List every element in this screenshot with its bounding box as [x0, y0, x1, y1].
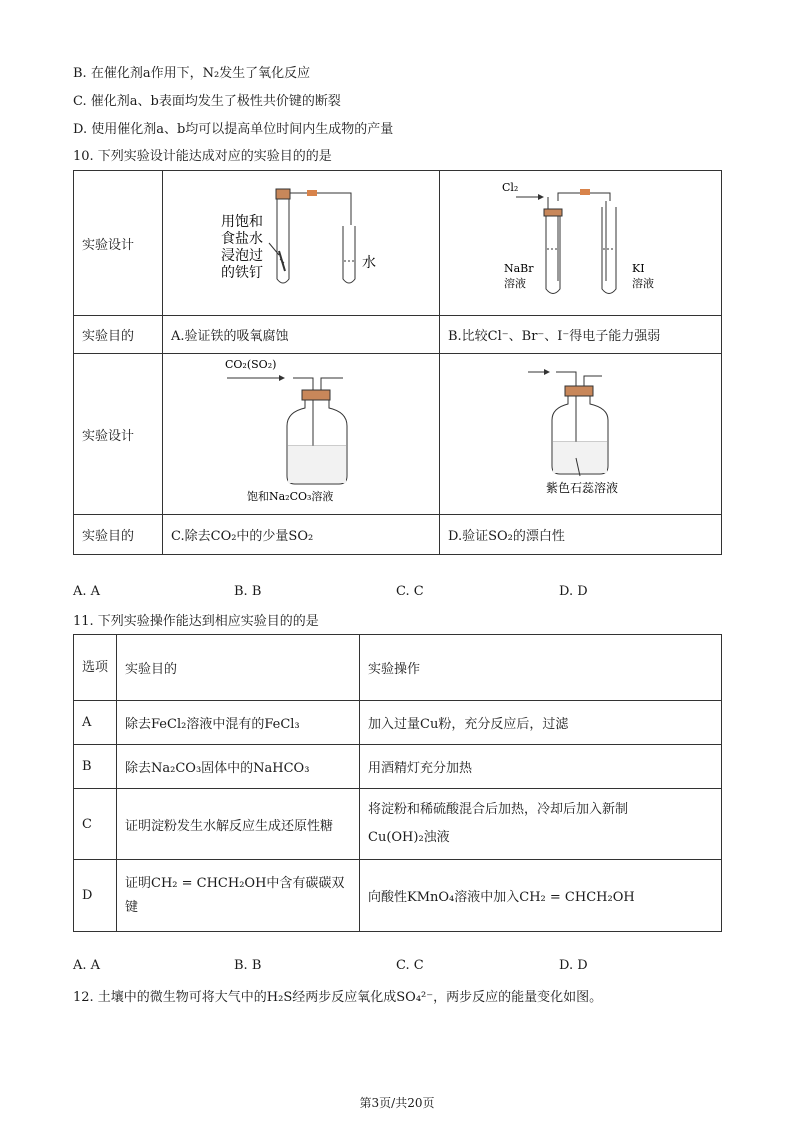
table-row	[74, 860, 722, 932]
q11-choices	[73, 958, 733, 976]
header-option: 选项	[74, 635, 117, 701]
q11-choice-d: D. D	[559, 958, 588, 973]
table-row	[74, 745, 722, 789]
purpose-label: 实验目的	[74, 316, 163, 354]
q9-option-b: B. 在催化剂a作用下，N₂发生了氧化反应	[73, 66, 311, 81]
q11-stem: 11. 下列实验操作能达到相应实验目的的是	[73, 614, 319, 629]
row-option: D	[74, 860, 117, 932]
row-operation	[360, 789, 722, 860]
row-operation-line-1: 将淀粉和稀硫酸混合后加热，冷却后加入新制	[368, 802, 629, 817]
figure-b-cell	[440, 171, 722, 316]
row-purpose: 证明淀粉发生水解反应生成还原性糖	[117, 789, 360, 860]
row-purpose: 证明CH₂ = CHCH₂OH中含有碳碳双键	[117, 860, 360, 932]
fig-a-label-4: 的铁钉	[221, 265, 263, 281]
purpose-d: D.验证SO₂的漂白性	[440, 515, 722, 555]
row-purpose: 除去FeCl₂溶液中混有的FeCl₃	[117, 701, 360, 745]
header-purpose: 实验目的	[117, 635, 360, 701]
table-row	[74, 701, 722, 745]
purpose-c: C.除去CO₂中的少量SO₂	[163, 515, 440, 555]
row-option: B	[74, 745, 117, 789]
fig-b-left-label-1: NaBr	[504, 262, 534, 275]
iron-nail-corrosion-apparatus	[163, 171, 439, 311]
fig-c-gas-label: CO₂(SO₂)	[225, 358, 277, 371]
q10-table	[73, 170, 722, 555]
q11-choice-c: C. C	[396, 958, 424, 973]
q11-table	[73, 634, 722, 932]
page-footer: 第3页/共20页	[359, 1096, 435, 1110]
row-operation: 用酒精灯充分加热	[360, 745, 722, 789]
gas-washing-bottle-c	[163, 354, 439, 510]
table-row	[74, 789, 722, 860]
purpose-a: A.验证铁的吸氧腐蚀	[163, 316, 440, 354]
halogen-displacement-apparatus	[440, 171, 720, 311]
figure-a-cell	[163, 171, 440, 316]
q9-option-d: D. 使用催化剂a、b均可以提高单位时间内生成物的产量	[73, 122, 394, 137]
q11-choice-a: A. A	[73, 958, 101, 973]
row-operation: 加入过量Cu粉，充分反应后，过滤	[360, 701, 722, 745]
purpose-b: B.比较Cl⁻、Br⁻、I⁻得电子能力强弱	[440, 316, 722, 354]
row-option: A	[74, 701, 117, 745]
q11-choice-b: B. B	[234, 958, 262, 973]
design-label: 实验设计	[74, 171, 163, 316]
fig-a-water-label: 水	[362, 255, 376, 271]
fig-c-solution-label: 饱和Na₂CO₃溶液	[247, 490, 334, 503]
fig-d-solution-label: 紫色石蕊溶液	[546, 481, 619, 495]
row-option: C	[74, 789, 117, 860]
gas-washing-bottle-d	[440, 354, 720, 510]
figure-c-cell	[163, 354, 440, 515]
row-operation-line-2: Cu(OH)₂浊液	[368, 830, 450, 845]
fig-b-gas-label: Cl₂	[502, 181, 519, 194]
q10-choices	[73, 584, 733, 602]
purpose-label: 实验目的	[74, 515, 163, 555]
q9-option-c: C. 催化剂a、b表面均发生了极性共价键的断裂	[73, 94, 341, 109]
row-operation: 向酸性KMnO₄溶液中加入CH₂ = CHCH₂OH	[360, 860, 722, 932]
q10-stem: 10. 下列实验设计能达成对应的实验目的的是	[73, 149, 332, 164]
fig-a-label-2: 食盐水	[221, 231, 263, 247]
row-purpose: 除去Na₂CO₃固体中的NaHCO₃	[117, 745, 360, 789]
q12-stem: 12. 土壤中的微生物可将大气中的H₂S经两步反应氧化成SO₄²⁻，两步反应的能量变化如图。	[73, 990, 603, 1005]
q10-choice-d: D. D	[559, 584, 588, 599]
q10-choice-b: B. B	[234, 584, 262, 599]
figure-d-cell	[440, 354, 722, 515]
fig-a-label-1: 用饱和	[221, 214, 263, 230]
fig-b-right-label-2: 溶液	[632, 277, 654, 290]
fig-a-label-3: 浸泡过	[221, 248, 263, 264]
q10-choice-c: C. C	[396, 584, 424, 599]
design-label: 实验设计	[74, 354, 163, 515]
q10-choice-a: A. A	[73, 584, 101, 599]
fig-b-left-label-2: 溶液	[504, 277, 526, 290]
fig-b-right-label-1: KI	[632, 262, 645, 275]
header-operation: 实验操作	[360, 635, 722, 701]
